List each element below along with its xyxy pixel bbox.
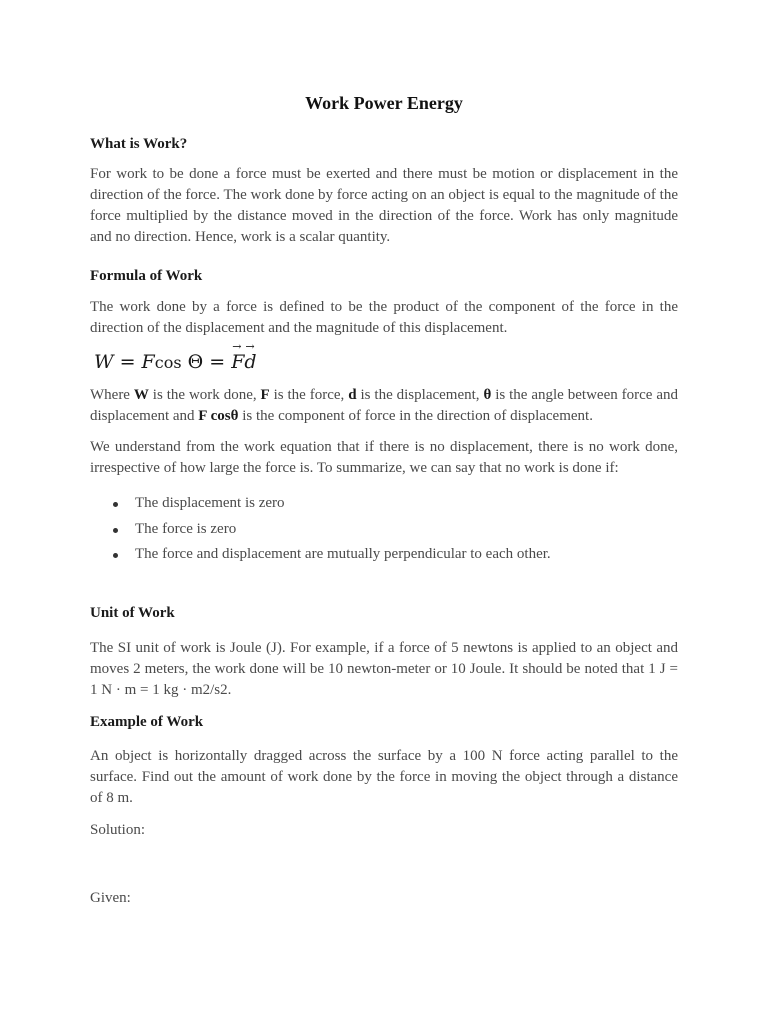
given-label: Given:: [90, 890, 131, 906]
formula-equals-1: =: [119, 351, 136, 373]
where-text-4: is the displacement,: [356, 387, 484, 403]
heading-formula-of-work: Formula of Work: [90, 268, 203, 284]
where-text-1: Where: [90, 387, 134, 403]
formula-cos: cos: [154, 353, 182, 372]
heading-unit-of-work: Unit of Work: [90, 605, 175, 621]
formula-vector-f: → F: [231, 351, 244, 373]
where-bold-d: d: [348, 387, 357, 403]
bullet-icon: [113, 502, 118, 507]
heading-what-is-work: What is Work?: [90, 136, 188, 152]
bullet-icon: [113, 528, 118, 533]
formula-w: W: [94, 351, 114, 373]
formula-vector-d: → d: [244, 351, 256, 373]
list-item-text: The force is zero: [135, 520, 237, 537]
where-text-2: is the work done,: [148, 387, 261, 403]
where-bold-fcos: F cosθ: [198, 408, 239, 424]
paragraph-formula-definition: The work done by a force is defined to be the product of the component of the force in the direction of the displacement and the magnitude of this displacement.: [90, 299, 678, 336]
where-text-5: is the angle between force and displacement and: [90, 387, 679, 424]
formula-f: F: [141, 351, 155, 373]
list-item-text: The force and displacement are mutually perpendicular to each other.: [135, 546, 551, 562]
paragraph-summary: We understand from the work equation that if there is no displacement, there is no work done, irrespective of how large the force is. To summarize, we can say that no work is done if:: [90, 439, 678, 476]
where-bold-f: F: [260, 387, 270, 403]
work-formula: [94, 351, 257, 373]
where-text-3: is the force,: [269, 387, 349, 403]
where-bold-theta: θ: [483, 387, 492, 403]
formula-theta: Θ: [187, 351, 204, 373]
bullet-icon: [113, 553, 118, 558]
list-item: [90, 544, 678, 570]
paragraph-where: [90, 385, 678, 427]
list-item: [90, 519, 678, 545]
paragraph-unit-of-work: The SI unit of work is Joule (J). For example, if a force of 5 newtons is applied to an object and moves 2 meters, the work done will be 10 newton-meter or 10 Joule. It should be noted that 1 J = 1 N · m = 1 kg · m2/s2.: [90, 640, 678, 698]
heading-example-of-work: Example of Work: [90, 714, 204, 730]
page-title: Work Power Energy: [305, 93, 463, 113]
formula-equals-2: =: [209, 351, 226, 373]
list-item-text: The displacement is zero: [135, 495, 285, 511]
where-text-6: is the component of force in the direction of displacement.: [238, 408, 593, 424]
where-bold-w: W: [133, 387, 149, 403]
no-work-conditions-list: [90, 493, 678, 570]
list-item: [90, 493, 678, 519]
paragraph-example: An object is horizontally dragged across the surface by a 100 N force acting parallel to the surface. Find out the amount of work done by the force in moving the object through a distance of 8 m.: [90, 748, 678, 806]
solution-label: Solution:: [90, 822, 146, 838]
paragraph-what-is-work: For work to be done a force must be exerted and there must be motion or displacement in the direction of the force. The work done by force acting on an object is equal to the magnitude of the force multiplied by the distance moved in the direction of the force. Work has only magnitude and no direction. Hence, work is a scalar quantity.: [90, 166, 678, 245]
